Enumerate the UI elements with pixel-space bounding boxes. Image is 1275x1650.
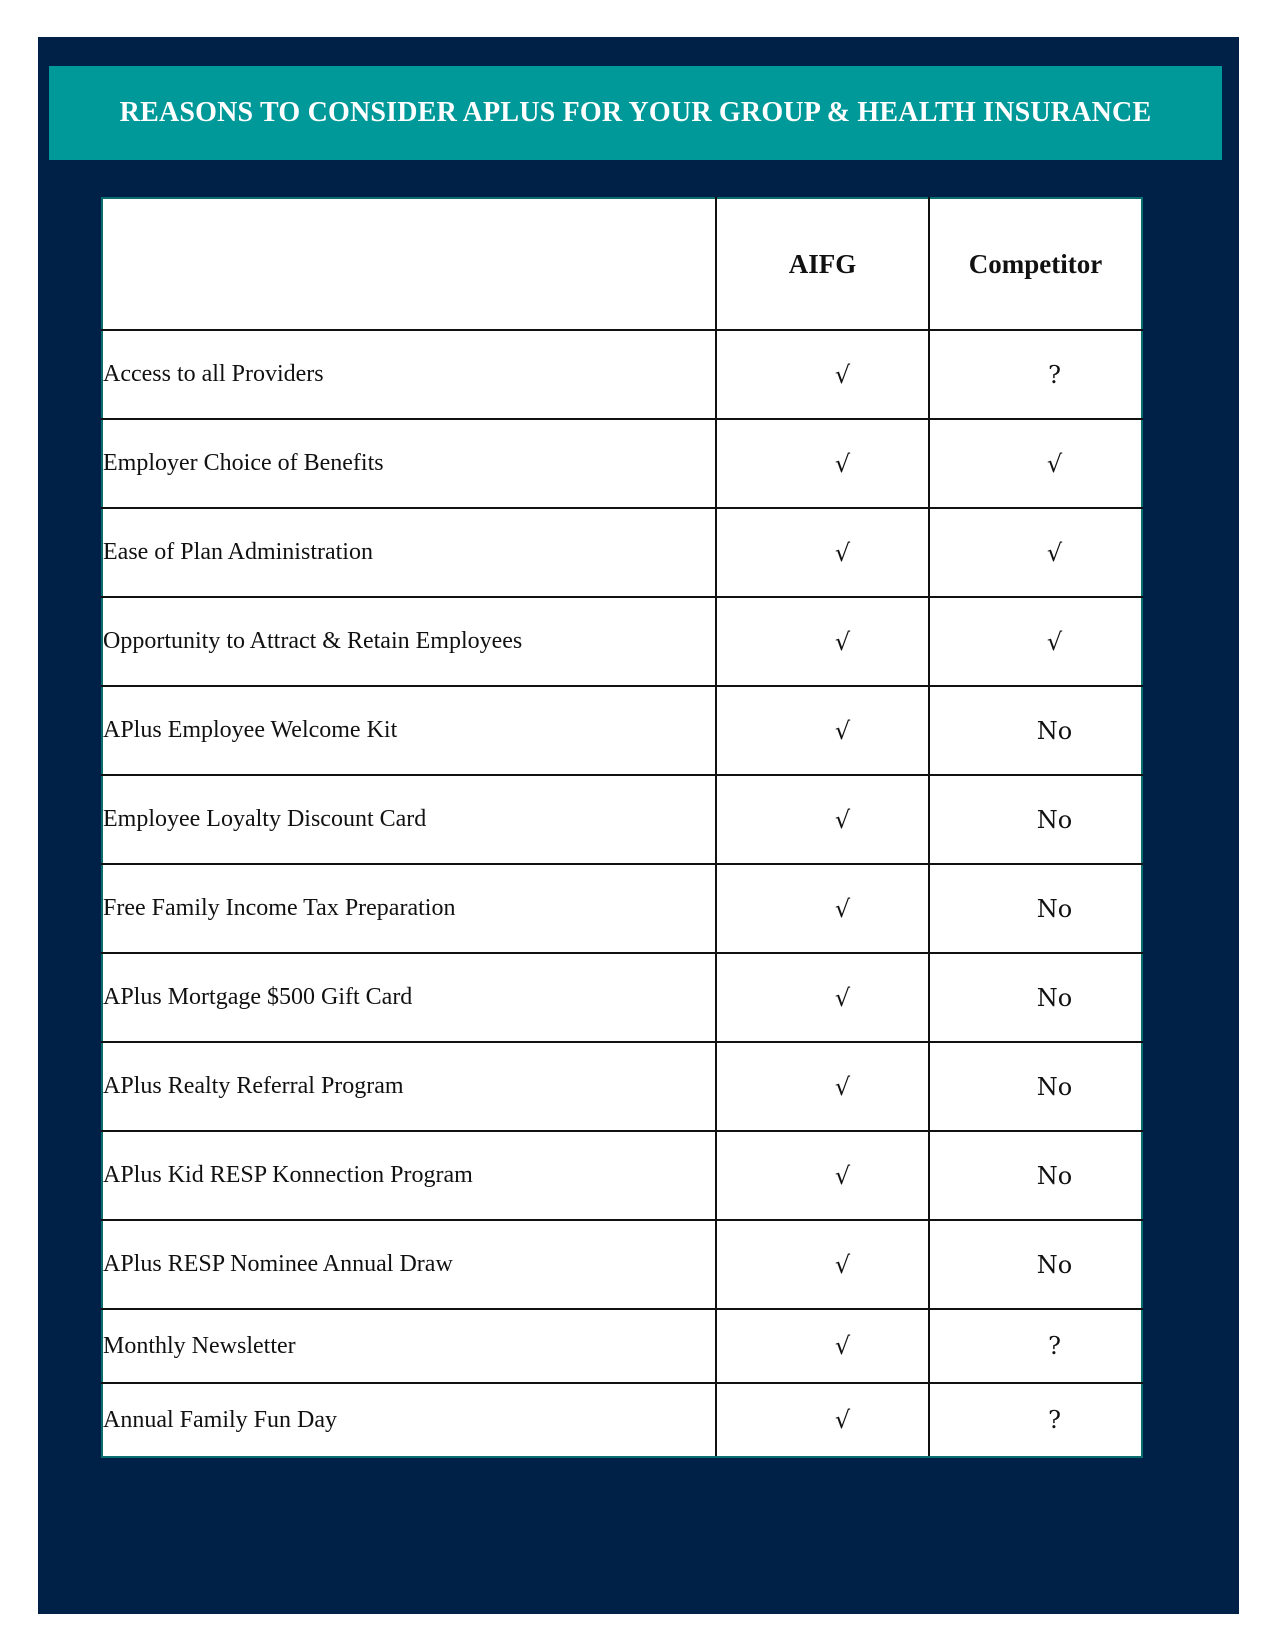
competitor-mark: ? <box>929 1383 1142 1457</box>
competitor-mark: No <box>929 686 1142 775</box>
table-row <box>102 686 1142 775</box>
aifg-mark: √ <box>716 1131 929 1220</box>
aifg-mark: √ <box>716 953 929 1042</box>
competitor-mark: √ <box>929 508 1142 597</box>
comparison-table <box>101 197 1143 1458</box>
competitor-mark: √ <box>929 419 1142 508</box>
header-competitor: Competitor <box>929 198 1142 330</box>
feature-cell: Employee Loyalty Discount Card <box>102 775 716 864</box>
aifg-mark: √ <box>716 508 929 597</box>
feature-cell: Employer Choice of Benefits <box>102 419 716 508</box>
feature-cell: Access to all Providers <box>102 330 716 419</box>
table-row <box>102 419 1142 508</box>
feature-cell: APlus RESP Nominee Annual Draw <box>102 1220 716 1309</box>
table-row <box>102 597 1142 686</box>
aifg-mark: √ <box>716 864 929 953</box>
table-row <box>102 508 1142 597</box>
competitor-mark: No <box>929 1042 1142 1131</box>
header-feature <box>102 198 716 330</box>
table-row <box>102 864 1142 953</box>
aifg-mark: √ <box>716 1220 929 1309</box>
aifg-mark: √ <box>716 597 929 686</box>
aifg-mark: √ <box>716 686 929 775</box>
table-row <box>102 775 1142 864</box>
competitor-mark: No <box>929 775 1142 864</box>
table-row <box>102 1383 1142 1457</box>
competitor-mark: ? <box>929 1309 1142 1383</box>
competitor-mark: No <box>929 864 1142 953</box>
page-title-banner <box>49 66 1222 160</box>
feature-cell: Annual Family Fun Day <box>102 1383 716 1457</box>
aifg-mark: √ <box>716 1309 929 1383</box>
feature-cell: Free Family Income Tax Preparation <box>102 864 716 953</box>
aifg-mark: √ <box>716 775 929 864</box>
feature-cell: Ease of Plan Administration <box>102 508 716 597</box>
competitor-mark: ? <box>929 330 1142 419</box>
table-row <box>102 1220 1142 1309</box>
feature-cell: Monthly Newsletter <box>102 1309 716 1383</box>
table-row <box>102 330 1142 419</box>
feature-cell: APlus Mortgage $500 Gift Card <box>102 953 716 1042</box>
feature-cell: APlus Employee Welcome Kit <box>102 686 716 775</box>
table-row <box>102 1131 1142 1220</box>
aifg-mark: √ <box>716 1383 929 1457</box>
aifg-mark: √ <box>716 1042 929 1131</box>
page-panel <box>38 37 1239 1614</box>
header-aifg: AIFG <box>716 198 929 330</box>
table-row <box>102 1042 1142 1131</box>
feature-cell: APlus Realty Referral Program <box>102 1042 716 1131</box>
competitor-mark: No <box>929 1220 1142 1309</box>
table-row <box>102 1309 1142 1383</box>
aifg-mark: √ <box>716 330 929 419</box>
table-header-row <box>102 198 1142 330</box>
competitor-mark: √ <box>929 597 1142 686</box>
feature-cell: APlus Kid RESP Konnection Program <box>102 1131 716 1220</box>
page-title: REASONS TO CONSIDER APLUS FOR YOUR GROUP & HEALTH INSURANCE <box>119 97 1152 128</box>
feature-cell: Opportunity to Attract & Retain Employees <box>102 597 716 686</box>
table-row <box>102 953 1142 1042</box>
competitor-mark: No <box>929 953 1142 1042</box>
aifg-mark: √ <box>716 419 929 508</box>
competitor-mark: No <box>929 1131 1142 1220</box>
